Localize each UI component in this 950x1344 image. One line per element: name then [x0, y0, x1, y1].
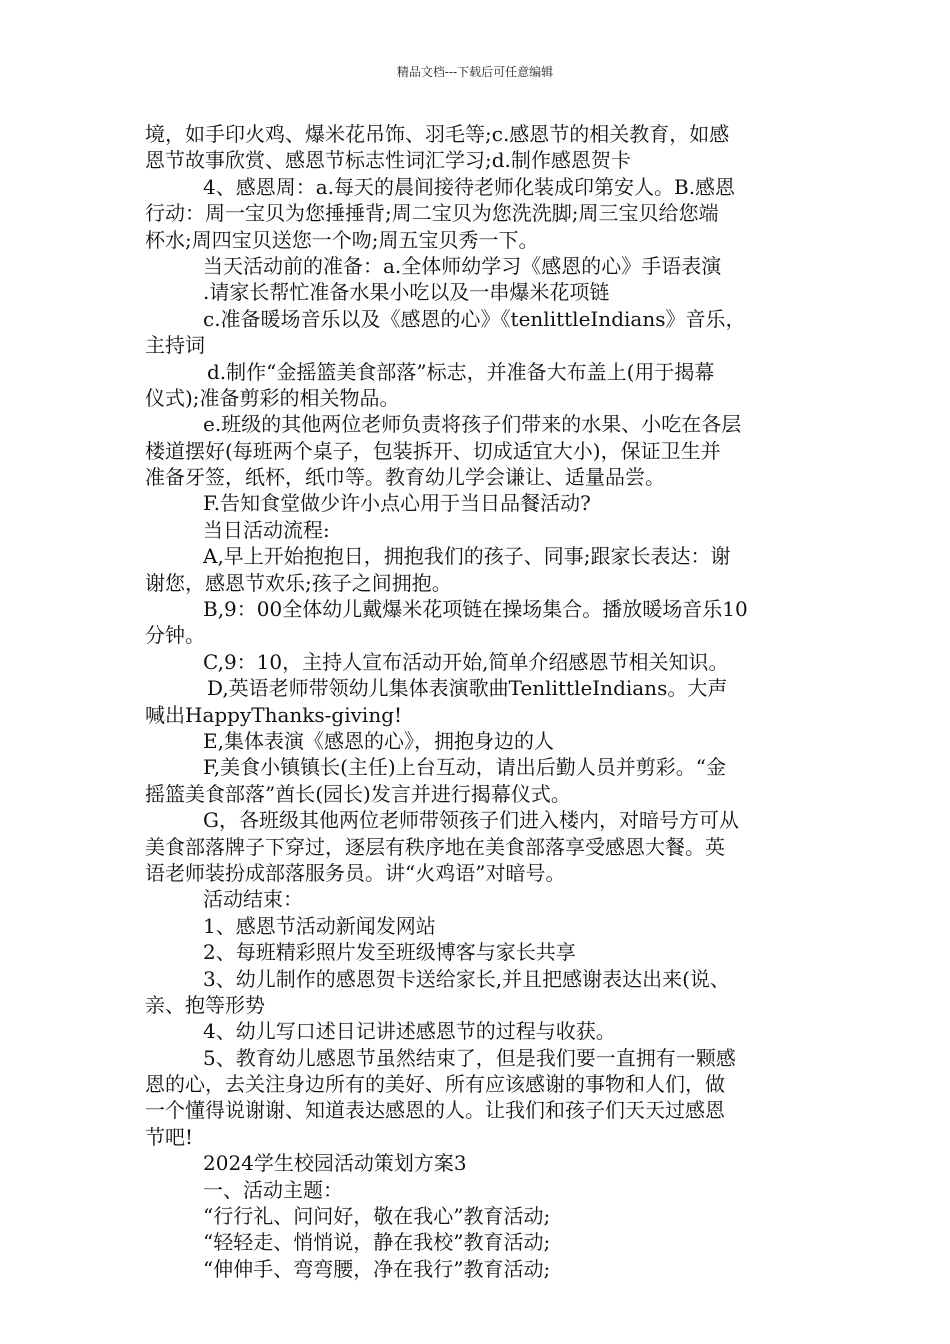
text-line: 当天活动前的准备：a.全体师幼学习《感恩的心》手语表演 [203, 253, 722, 278]
text-line: 2、每班精彩照片发至班级博客与家长共享 [203, 940, 576, 965]
text-line: 4、感恩周：a.每天的晨间接待老师化装成印第安人。B.感恩 [203, 174, 736, 199]
text-line: 恩节故事欣赏、感恩节标志性词汇学习;d.制作感恩贺卡 [145, 148, 631, 173]
text-line: F.告知食堂做少许小点心用于当日品餐活动? [203, 491, 591, 516]
text-line: e.班级的其他两位老师负责将孩子们带来的水果、小吃在各层 [203, 412, 742, 437]
text-line: 行动：周一宝贝为您捶捶背;周二宝贝为您洗洗脚;周三宝贝给您端 [145, 201, 719, 226]
text-line: 谢您，感恩节欢乐;孩子之间拥抱。 [145, 570, 452, 595]
text-line: 当日活动流程: [203, 517, 330, 542]
text-line: D,英语老师带领幼儿集体表演歌曲TenlittleIndians。大声 [207, 676, 728, 701]
text-line: 1、感恩节活动新闻发网站 [203, 913, 436, 938]
text-line: 仪式);准备剪彩的相关物品。 [145, 385, 400, 410]
text-line: 5、教育幼儿感恩节虽然结束了，但是我们要一直拥有一颗感 [203, 1045, 736, 1070]
text-line: 楼道摆好(每班两个桌子，包装拆开、切成适宜大小)，保证卫生并 [145, 438, 721, 463]
text-line: E,集体表演《感恩的心》，拥抱身边的人 [203, 728, 554, 753]
text-line: 4、幼儿写口述日记讲述感恩节的过程与收获。 [203, 1019, 616, 1044]
text-line: 亲、抱等形势 [145, 992, 265, 1017]
text-line: 语老师装扮成部落服务员。讲“火鸡语”对暗号。 [145, 860, 566, 885]
text-line: 杯水;周四宝贝送您一个吻;周五宝贝秀一下。 [145, 227, 539, 252]
text-line: c.准备暖场音乐以及《感恩的心》《tenlittleIndians》音乐， [203, 306, 746, 331]
text-line: G，各班级其他两位老师带领孩子们进入楼内，对暗号方可从 [203, 808, 739, 833]
text-line: B,9：00全体幼儿戴爆米花项链在操场集合。播放暖场音乐10 [203, 597, 748, 622]
text-line: F,美食小镇镇长(主任)上台互动，请出后勤人员并剪彩。“金 [203, 755, 726, 780]
text-line: A,早上开始抱抱日，拥抱我们的孩子、同事;跟家长表达：谢 [203, 544, 731, 569]
text-line: 摇篮美食部落”酋长(园长)发言并进行揭幕仪式。 [145, 781, 571, 806]
text-line: .请家长帮忙准备水果小吃以及一串爆米花项链 [203, 280, 610, 305]
text-line: 活动结束： [203, 887, 303, 912]
text-line: “伸伸手、弯弯腰，净在我行”教育活动; [203, 1256, 551, 1281]
text-line: “轻轻走、悄悄说，静在我校”教育活动; [203, 1230, 551, 1255]
text-line: “行行礼、问问好，敬在我心”教育活动; [203, 1204, 551, 1229]
text-line: d.制作“金摇篮美食部落”标志，并准备大布盖上(用于揭幕 [207, 359, 715, 384]
text-line: 美食部落牌子下穿过，逐层有秩序地在美食部落享受感恩大餐。英 [145, 834, 725, 859]
section-heading: 2024学生校园活动策划方案3 [203, 1151, 467, 1176]
text-line: 分钟。 [145, 623, 205, 648]
text-line: 3、幼儿制作的感恩贺卡送给家长,并且把感谢表达出来(说、 [203, 966, 730, 991]
text-line: C,9：10，主持人宣布活动开始,简单介绍感恩节相关知识。 [203, 649, 729, 674]
text-line: 一个懂得说谢谢、知道表达感恩的人。让我们和孩子们天天过感恩 [145, 1098, 725, 1123]
text-line: 准备牙签，纸杯，纸巾等。教育幼儿学会谦让、适量品尝。 [145, 465, 665, 490]
text-line: 恩的心，去关注身边所有的美好、所有应该感谢的事物和人们，做 [145, 1072, 725, 1097]
text-line: 境，如手印火鸡、爆米花吊饰、羽毛等;c.感恩节的相关教育，如感 [145, 122, 730, 146]
text-line: 节吧! [145, 1124, 194, 1149]
page-header: 精品文档---下载后可任意编辑 [396, 65, 554, 79]
document-body [145, 121, 813, 1282]
text-line: 喊出HappyThanks-giving! [145, 702, 403, 727]
text-line: 一、活动主题： [203, 1177, 343, 1202]
text-line: 主持词 [145, 333, 205, 358]
